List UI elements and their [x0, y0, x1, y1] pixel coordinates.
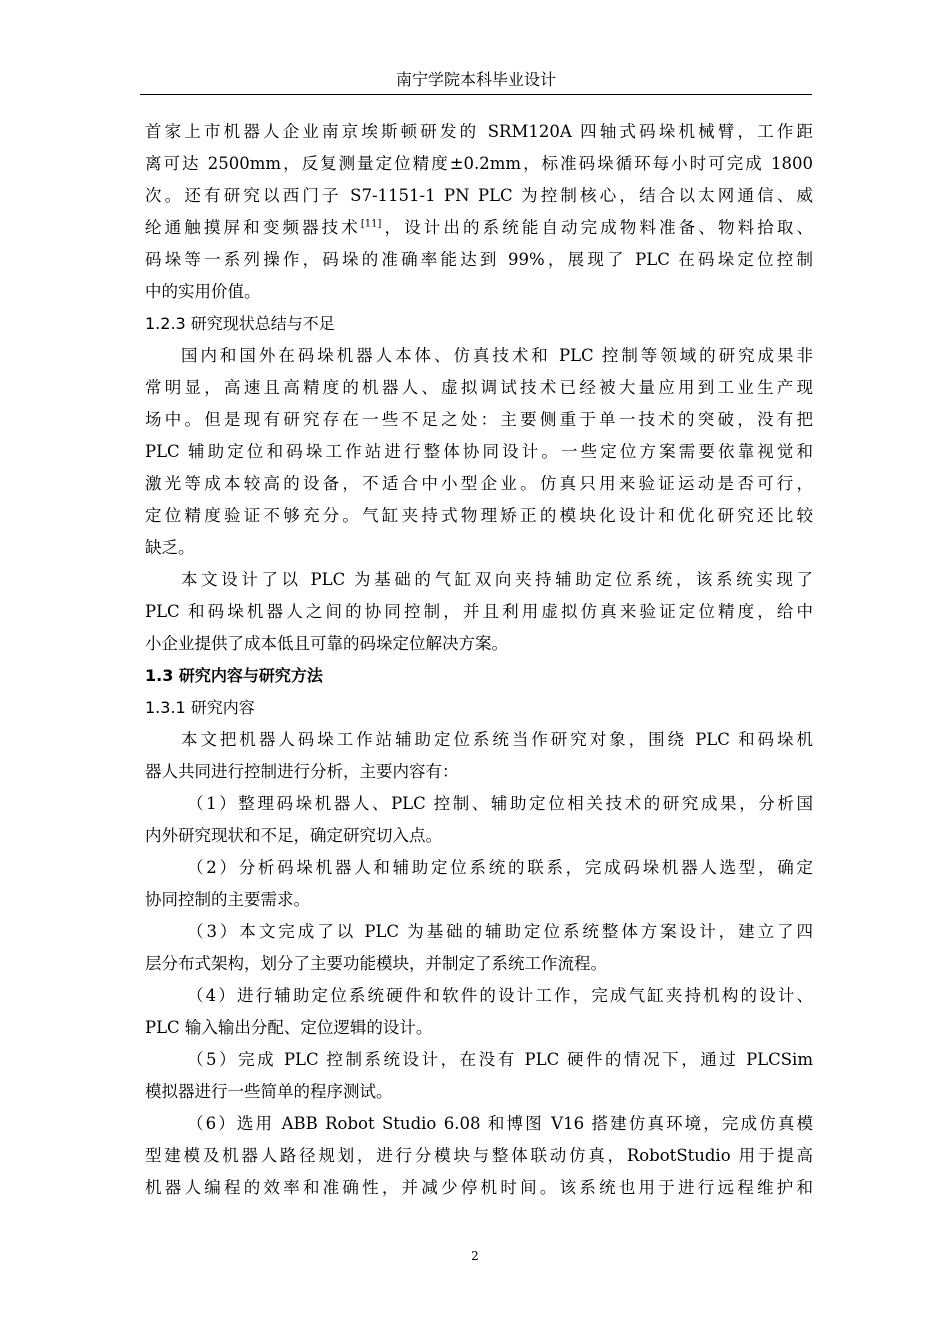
text-line: 小企业提供了成本低且可靠的码垛定位解决方案。	[145, 634, 508, 653]
text-line: 模拟器进行一些简单的程序测试。	[145, 1082, 393, 1101]
text-line: （2）分析码垛机器人和辅助定位系统的联系，完成码垛机器人选型，确定	[187, 858, 813, 877]
text-line: 纶通触摸屏和变频器技术[11]，设计出的系统能自动完成物料准备、物料拾取、	[145, 218, 814, 237]
text-line: 码垛等一系列操作，码垛的准确率能达到 99%，展现了 PLC 在码垛定位控制	[145, 250, 813, 269]
text-line: PLC 和码垛机器人之间的协同控制，并且利用虚拟仿真来验证定位精度，给中	[145, 602, 813, 621]
text-line: 离可达 2500mm，反复测量定位精度±0.2mm，标准码垛循环每小时可完成 1800	[145, 154, 813, 173]
section-heading: 1.3 研究内容与研究方法	[145, 666, 323, 685]
text-line: 本文设计了以 PLC 为基础的气缸双向夹持辅助定位系统，该系统实现了	[181, 570, 813, 589]
text-line: 器人共同进行控制进行分析，主要内容有：	[145, 762, 459, 781]
text-line: （4）进行辅助定位系统硬件和软件的设计工作，完成气缸夹持机构的设计、	[187, 986, 813, 1005]
document-body	[145, 116, 813, 1204]
text-line: 国内和国外在码垛机器人本体、仿真技术和 PLC 控制等领域的研究成果非	[181, 346, 813, 365]
text-line: 层分布式架构，划分了主要功能模块，并制定了系统工作流程。	[145, 954, 607, 973]
text-line: PLC 输入输出分配、定位逻辑的设计。	[145, 1018, 433, 1037]
text-line: 中的实用价值。	[145, 282, 261, 301]
text-line: 机器人编程的效率和准确性，并减少停机时间。该系统也用于进行远程维护和	[145, 1178, 813, 1197]
text-line: （6）选用 ABB Robot Studio 6.08 和博图 V16 搭建仿真环境，完成仿真模	[187, 1114, 813, 1133]
text-line: 场中。但是现有研究存在一些不足之处：主要侧重于单一技术的突破，没有把	[145, 410, 813, 429]
text-line: 本文把机器人码垛工作站辅助定位系统当作研究对象，围绕 PLC 和码垛机	[181, 730, 813, 749]
subsection-heading: 1.3.1 研究内容	[145, 698, 255, 717]
text-line: （3）本文完成了以 PLC 为基础的辅助定位系统整体方案设计，建立了四	[187, 922, 813, 941]
text-line: （1）整理码垛机器人、PLC 控制、辅助定位相关技术的研究成果，分析国	[187, 794, 813, 813]
text-line: 激光等成本较高的设备，不适合中小型企业。仿真只用来验证运动是否可行，	[145, 474, 813, 493]
subsection-heading: 1.2.3 研究现状总结与不足	[145, 314, 335, 333]
text-line: 缺乏。	[145, 538, 195, 557]
text-line: 型建模及机器人路径规划，进行分模块与整体联动仿真，RobotStudio 用于提高	[145, 1146, 813, 1165]
text-line: PLC 辅助定位和码垛工作站进行整体协同设计。一些定位方案需要依靠视觉和	[145, 442, 813, 461]
text-line: 协同控制的主要需求。	[145, 890, 310, 909]
text-line: 内外研究现状和不足，确定研究切入点。	[145, 826, 442, 845]
text-line: 定位精度验证不够充分。气缸夹持式物理矫正的模块化设计和优化研究还比较	[145, 506, 813, 525]
text-line: 常明显，高速且高精度的机器人、虚拟调试技术已经被大量应用到工业生产现	[145, 378, 813, 397]
text-line: （5）完成 PLC 控制系统设计，在没有 PLC 硬件的情况下，通过 PLCSim	[187, 1050, 813, 1069]
page-header: 南宁学院本科毕业设计	[140, 66, 812, 95]
page-number: 2	[471, 1249, 479, 1263]
text-line: 次。还有研究以西门子 S7-1151-1 PN PLC 为控制核心，结合以太网通信、威	[145, 186, 813, 205]
citation-reference: [11]	[360, 218, 382, 230]
text-line: 首家上市机器人企业南京埃斯顿研发的 SRM120A 四轴式码垛机械臂，工作距	[145, 122, 813, 141]
